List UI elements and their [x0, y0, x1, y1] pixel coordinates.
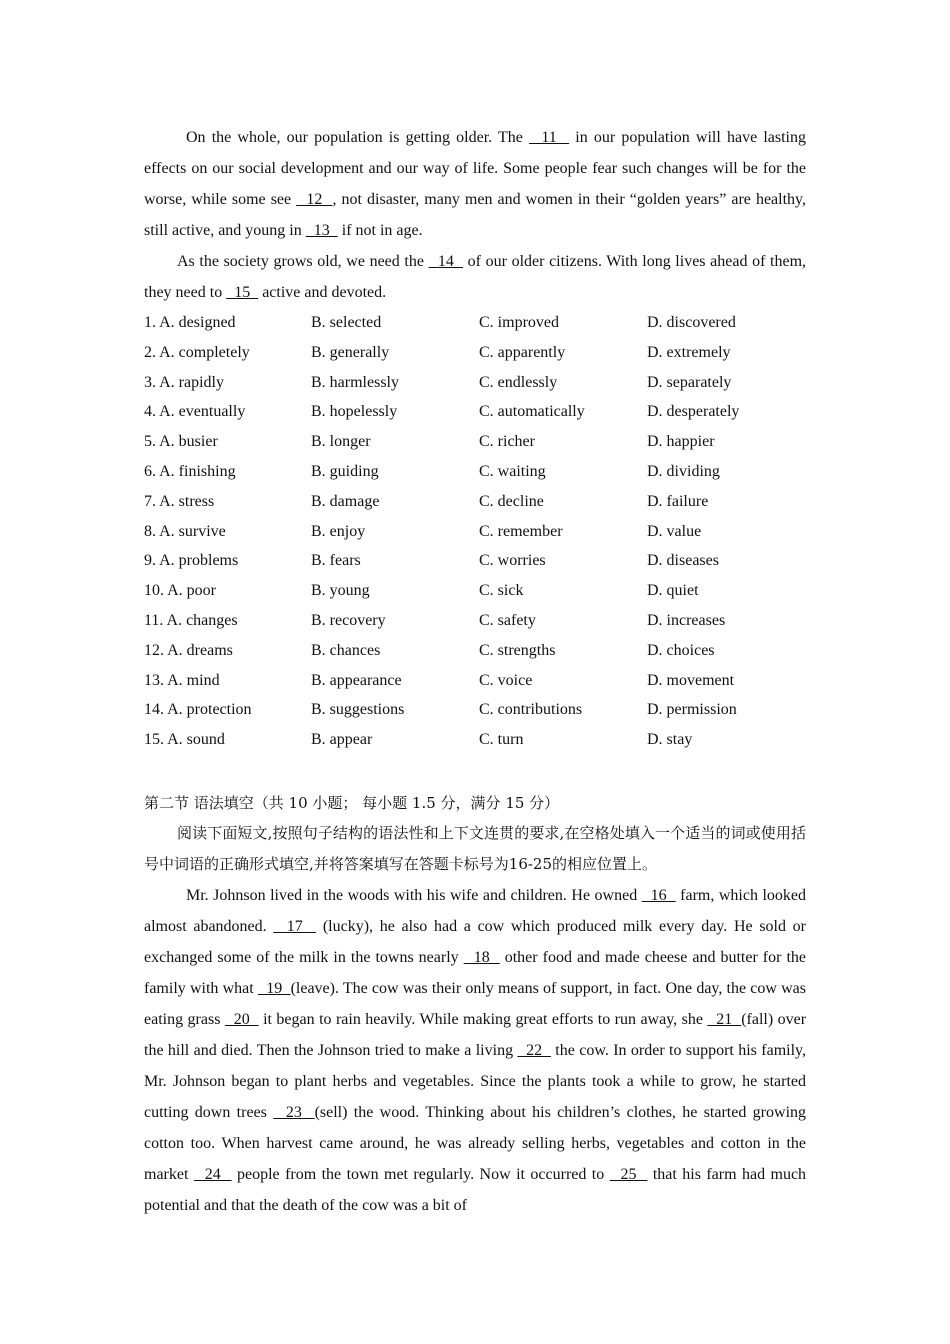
option-c: C. worries: [479, 552, 546, 570]
option-c: C. waiting: [479, 462, 546, 480]
option-b: B. damage: [311, 492, 380, 510]
option-d: D. quiet: [647, 582, 699, 600]
option-c: C. strengths: [479, 641, 556, 659]
option-c: C. sick: [479, 582, 524, 600]
option-a: 14. A. protection: [144, 701, 252, 719]
passage-text: , not disaster, many men and women in their “golden years” are healthy, still active, and young in: [144, 191, 807, 239]
answer-blank: 25: [609, 1165, 648, 1183]
option-b: B. fears: [311, 552, 361, 570]
option-a: 8. A. survive: [144, 522, 226, 540]
option-row: [144, 368, 806, 398]
option-b: B. appearance: [311, 671, 402, 689]
option-a: 11. A. changes: [144, 611, 238, 629]
option-a: 2. A. completely: [144, 343, 250, 361]
option-c: C. richer: [479, 433, 535, 451]
option-b: B. appear: [311, 731, 373, 749]
option-d: D. failure: [647, 492, 709, 510]
option-c: C. turn: [479, 731, 524, 749]
option-a: 10. A. poor: [144, 582, 216, 600]
passage-text: (lucky), he also had a cow which produced milk every day. He sold or exchanged some of the milk in the towns nearly: [144, 917, 807, 966]
option-a: 5. A. busier: [144, 433, 218, 451]
answer-blank: 24: [193, 1165, 232, 1183]
answer-blank: 17: [273, 917, 317, 935]
option-c: C. endlessly: [479, 373, 558, 391]
option-d: D. choices: [647, 641, 715, 659]
option-c: C. contributions: [479, 701, 583, 719]
option-c: C. automatically: [479, 403, 585, 421]
option-a: 12. A. dreams: [144, 641, 233, 659]
answer-options: [144, 308, 806, 755]
option-d: D. value: [647, 522, 702, 540]
option-d: D. stay: [647, 731, 693, 749]
option-b: B. chances: [311, 641, 381, 659]
option-b: B. generally: [311, 343, 390, 361]
option-a: 13. A. mind: [144, 671, 220, 689]
passage-text: (leave). The cow was their only means of support, in fact. One day, the cow was eating grass: [144, 979, 806, 1028]
option-b: B. selected: [311, 314, 382, 331]
option-a: 6. A. finishing: [144, 462, 236, 480]
option-row: [144, 397, 806, 427]
passage-text: people from the town met regularly. Now it occurred to: [231, 1165, 610, 1183]
option-c: C. voice: [479, 671, 533, 689]
option-d: D. dividing: [647, 462, 720, 480]
option-b: B. young: [311, 582, 370, 600]
option-row: [144, 457, 806, 487]
option-c: C. safety: [479, 611, 536, 629]
option-row: [144, 487, 806, 517]
option-a: 3. A. rapidly: [144, 373, 224, 391]
passage-text: farm, which looked almost abandoned.: [144, 886, 807, 935]
option-row: [144, 427, 806, 457]
option-row: [144, 308, 806, 338]
answer-blank: 21: [707, 1010, 742, 1028]
passage-text: the cow. In order to support his family, Mr. Johnson began to plant herbs and vegetables. Since the plants took a while to grow, he started cutting down trees: [144, 1041, 807, 1121]
answer-blank: 15: [226, 284, 259, 301]
option-b: B. suggestions: [311, 701, 405, 719]
option-a: 9. A. problems: [144, 552, 239, 570]
option-row: [144, 576, 806, 606]
passage-text: Mr. Johnson lived in the woods with his wife and children. He owned: [186, 886, 642, 904]
answer-blank: 20: [224, 1010, 259, 1028]
answer-blank: 18: [463, 948, 500, 966]
option-row: [144, 338, 806, 368]
option-a: 4. A. eventually: [144, 403, 246, 421]
option-b: B. enjoy: [311, 522, 366, 540]
option-a: 7. A. stress: [144, 492, 215, 510]
option-d: D. permission: [647, 701, 737, 719]
section-2-instructions: 阅读下面短文,按照句子结构的语法性和上下文连贯的要求,在空格处填入一个适当的词或使用括号中词语的正确形式填空,并将答案填写在答题卡标号为16-25的相应位置上。: [144, 823, 806, 873]
passage-text: other food and made cheese and butter for the family with what: [144, 948, 807, 997]
option-b: B. longer: [311, 433, 371, 451]
option-c: C. remember: [479, 522, 563, 540]
option-row: [144, 666, 806, 696]
answer-blank: 22: [517, 1041, 551, 1059]
option-d: D. separately: [647, 373, 732, 391]
option-row: [144, 546, 806, 576]
passage-text: On the whole, our population is getting older. The: [186, 129, 530, 146]
option-d: D. happier: [647, 433, 715, 451]
passage1-paragraph-2: [144, 246, 806, 308]
passage-text: if not in age.: [337, 222, 423, 239]
option-d: D. diseases: [647, 552, 719, 570]
passage-text: (fall) over the hill and died. Then the Johnson tried to make a living: [144, 1010, 807, 1059]
option-row: [144, 636, 806, 666]
passage-text: As the society grows old, we need the: [177, 253, 429, 270]
passage1-paragraph-1: [144, 122, 806, 246]
option-d: D. discovered: [647, 314, 736, 331]
option-a: 1. A. designed: [144, 314, 236, 331]
option-b: B. harmlessly: [311, 373, 399, 391]
option-row: [144, 725, 806, 755]
passage-text: of our older citizens. With long lives ahead of them, they need to: [144, 253, 807, 301]
section-2-title: 第二节 语法填空（共 10 小题； 每小题 1.5 分，满分 15 分）: [144, 793, 560, 812]
answer-blank: 11: [529, 129, 570, 146]
option-d: D. movement: [647, 671, 735, 689]
exam-content: [144, 122, 806, 1221]
passage-text: that his farm had much potential and that the death of the cow was a bit of: [144, 1165, 807, 1214]
option-c: C. apparently: [479, 343, 566, 361]
option-b: B. recovery: [311, 611, 386, 629]
answer-blank: 23: [273, 1103, 315, 1121]
option-b: B. guiding: [311, 462, 379, 480]
passage-text: active and devoted.: [258, 284, 387, 301]
passage-text: in our population will have lasting effects on our social development and our way of life. Some people fear such changes will be for the worse, while some see: [144, 129, 806, 208]
answer-blank: 16: [641, 886, 676, 904]
passage-text: (sell) the wood. Thinking about his children’s clothes, he started growing cotton too. When harvest came around, he was already selling herbs, vegetables and cotton in the market: [144, 1103, 807, 1183]
option-d: D. extremely: [647, 343, 731, 361]
answer-blank: 19: [257, 979, 291, 997]
option-row: [144, 695, 806, 725]
answer-blank: 12: [296, 191, 333, 208]
option-d: D. increases: [647, 611, 726, 629]
passage-text: it began to rain heavily. While making great efforts to run away, she: [258, 1010, 708, 1028]
answer-blank: 13: [305, 222, 338, 239]
option-c: C. decline: [479, 492, 544, 510]
answer-blank: 14: [428, 253, 464, 270]
option-c: C. improved: [479, 314, 559, 331]
option-b: B. hopelessly: [311, 403, 398, 421]
option-a: 15. A. sound: [144, 731, 225, 749]
option-row: [144, 517, 806, 547]
passage2-paragraph: [144, 880, 806, 1221]
option-d: D. desperately: [647, 403, 740, 421]
option-row: [144, 606, 806, 636]
